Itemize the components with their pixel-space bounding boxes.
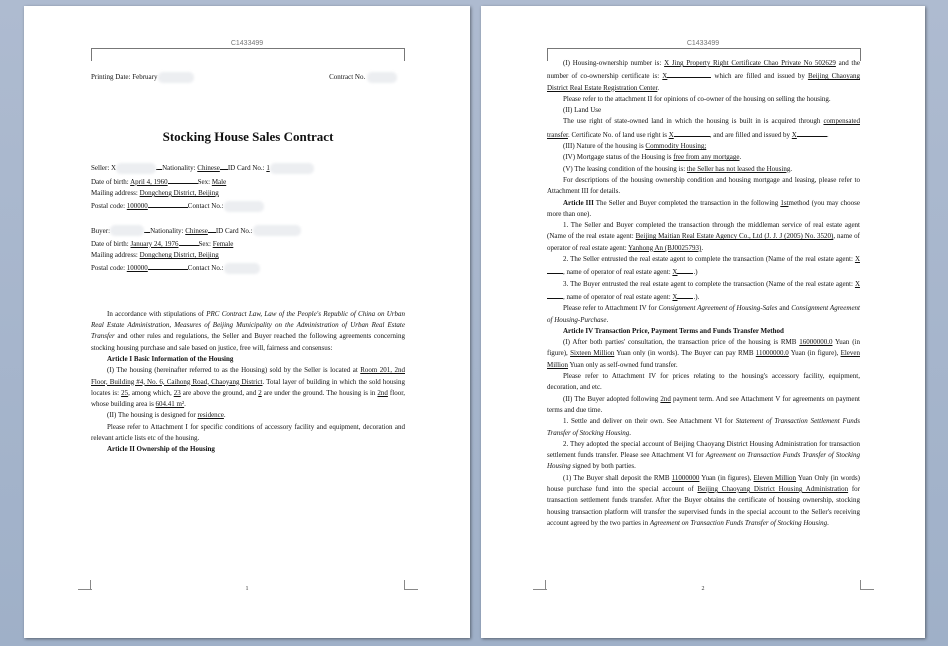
print-info-row [91, 72, 405, 83]
redacted-seller-name [116, 163, 156, 174]
payment-term-paragraph: (II) The Buyer adopted following 2nd payment term. And see Attachment V for agreements on payment terms and due time. [547, 394, 860, 414]
page-number: 2 [701, 586, 705, 592]
redacted-seller-contact [224, 201, 264, 212]
intro-paragraph: In accordance with stipulations of PRC Contract Law, Law of the People's Republic of China on Urban Real Estate Administration, Measures of Beijing Municipality on the Administration of Urban Real Estate Transfer and other rules and regulations, the Seller and Buyer reached the following agreements concerning stocking housing purchase and sale based on justice, free will, fairness and consensus: [91, 309, 405, 352]
housing-nature-line: (III) Nature of the housing is Commodity Housing; [563, 142, 707, 151]
article-1-heading: Article I Basic Information of the Housing [107, 354, 234, 363]
buyer-block: Buyer: Nationality: Chinese ID Card No.: Date of birth: January 24, 1976 Sex: Female Mailing address: Dongcheng District, Beijing Postal code: 100000 Contact No.: [91, 224, 405, 275]
attachment-3-paragraph: For descriptions of the housing ownership condition and housing mortgage and leasing, please refer to Attachment III for details. [547, 175, 860, 196]
page-1-content [91, 72, 405, 456]
redacted-buyer-id [253, 225, 301, 236]
deposit-paragraph: (1) The Buyer shall deposit the RMB 11000000 Yuan (in figures), Eleven Million Yuan Only (in words) house purchase fund into the special account of Beijing Chaoyang District Housing Administration for transaction settlement funds transfer. After the Buyer obtains the certificate of housing ownership, stocking housing transaction platform will transfer the supervised funds in the special account to the Seller's receiving account agreed by the two parties in Agreement on Transaction Funds Transfer of Stocking Housing. [547, 473, 860, 527]
settle-own-paragraph: 1. Settle and deliver on their own. See Attachment VI for Statement of Transaction Settlement Funds Transfer of Stocking Housing. [547, 417, 861, 437]
accessory-prices-paragraph: Please refer to Attachment IV for prices relating to the housing's accessory facility, equipment, decoration, and etc. [547, 372, 860, 392]
article-1-location-paragraph: (I) The housing (hereinafter referred to as the Housing) sold by the Seller is located at Room 201, 2nd Floor, Building #4, No. 6, Caihong Road, Chaoyang District. Total layer of building in which the sold housing locates is: 25, among which, 23 are above the ground, and 2 are under the ground. The housing is in 2nd floor, whose building area is 604.41 m². [91, 366, 406, 409]
land-use-paragraph: The use right of state-owned land in which the housing is built in is acquired through compensated transfer. Certificate No. of land use right is X , and are filled and issued by X . [547, 117, 860, 139]
method-1-paragraph: 1. The Seller and Buyer completed the transaction through the middleman service of real estate agent (Name of the real estate agent: Beijing Maitian Real Estate Agency Co., Ltd (J. J. J (2005) No. 3520), name of operator of real estate agent: Yanhong An (BJ0025793). [547, 221, 860, 252]
article-2-heading: Article II Ownership of the Housing [107, 445, 215, 454]
page-number: 1 [245, 586, 249, 592]
transaction-price-paragraph: (I) After both parties' consultation, the transaction price of the housing is RMB 16000000.0 Yuan (in figure), Sixteen Million Yuan only (in words). The Buyer can pay RMB 11000000.0 Yuan (in figure), Eleven Million Yuan only as self-owned fund transfer. [547, 338, 860, 369]
contract-no-label: Contract No. [329, 72, 397, 83]
method-2-paragraph: 2. The Seller entrusted the real estate agent to complete the transaction (Name of the real estate agent: X, name of operator of real estate agent: X .) [547, 254, 860, 279]
document-page-1 [24, 6, 470, 638]
redacted-buyer-name [110, 225, 144, 236]
redacted-date [158, 72, 194, 83]
contract-title: Stocking House Sales Contract [162, 129, 334, 145]
article-3-paragraph: Article III The Seller and Buyer completed the transaction in the following 1stmethod (you may choose more than one). [547, 198, 860, 218]
redacted-buyer-contact [224, 263, 260, 274]
ownership-number-paragraph: (I) Housing-ownership number is: X Jing Property Right Certificate Chao Private No 502629 and the number of co-ownership certificate is: X which are filled and issued by Beijing Chaoyang District Real Estate Registration Center. [547, 59, 861, 92]
special-account-paragraph: 2. They adopted the special account of Beijing Chaoyang District Housing Administration for transaction settlement funds transfer. Please see Attachment VI for Agreement on Transaction Funds Transfer of Stocking Housing signed by both parties. [547, 439, 860, 471]
co-owner-paragraph: Please refer to the attachment II for opinions of co-owner of the housing on selling the housing. [563, 94, 831, 103]
document-id: C1433499 [230, 40, 264, 47]
document-page-2 [481, 6, 925, 638]
printing-date-label: Printing Date: February [91, 72, 194, 83]
document-id: C1433499 [686, 40, 720, 47]
redacted-seller-id [270, 163, 314, 174]
article-4-heading: Article IV Transaction Price, Payment Terms and Funds Transfer Method [563, 326, 784, 335]
method-3-paragraph: 3. The Buyer entrusted the real estate agent to complete the transaction (Name of the real estate agent: X, name of operator of real estate agent: X .). [547, 279, 860, 304]
seller-block: Seller: X Nationality: Chinese ID Card No.: 1 Date of birth: April 4, 1960 Sex: Male Mailing address: Dongcheng District, Beijing Postal code: 100000 Contact No.: [91, 161, 405, 212]
leasing-condition-line: (V) The leasing condition of the housing is: the Seller has not leased the Housing. [563, 164, 793, 173]
article-1-purpose-paragraph: (II) The housing is designed for residence. [107, 411, 226, 420]
mortgage-status-line: (IV) Mortgage status of the Housing is free from any mortgage. [563, 153, 742, 162]
article-1-attachment-paragraph: Please refer to Attachment I for specific conditions of accessory facility and equipment, decoration and relevant article lists etc of the housing. [91, 422, 405, 443]
attachment-4-consignment-paragraph: Please refer to Attachment IV for Consignment Agreement of Housing-Sales and Consignment Agreement of Housing-Purchase. [547, 304, 860, 324]
header-margin-bracket [91, 48, 405, 61]
land-use-heading: (II) Land Use [563, 106, 602, 115]
page-2-content [547, 58, 860, 529]
redacted-contract-no [367, 72, 397, 83]
